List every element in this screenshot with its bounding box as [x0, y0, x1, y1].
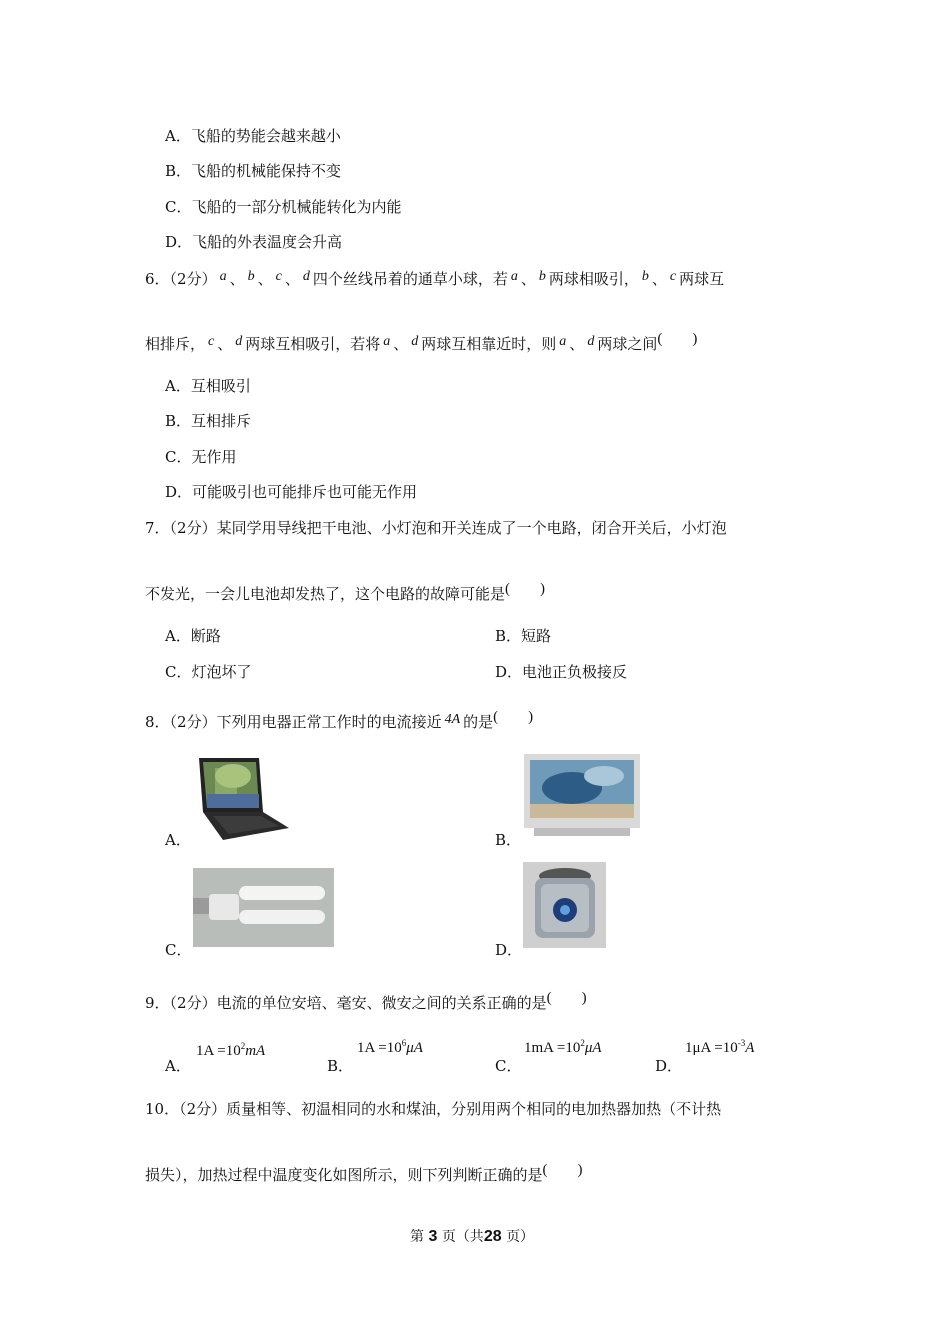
q7-text: 不发光，一会儿电池却发热了，这个电路的故障可能是	[145, 585, 506, 603]
q5-option-b: B．飞船的机械能保持不变	[165, 162, 342, 180]
var-b: b	[641, 269, 649, 284]
lamp-image	[193, 868, 334, 947]
television-image	[524, 754, 640, 838]
footer-total-pages: 28	[483, 1228, 502, 1245]
answer-paren: ( )	[505, 581, 546, 597]
q6-option-a: A．互相吸引	[165, 377, 251, 395]
formula-exp: -3	[737, 1038, 746, 1048]
formula-exp: 6	[401, 1038, 407, 1048]
q9-option-d-formula	[685, 1038, 754, 1057]
formula-lhs: 1mA =10	[524, 1040, 581, 1056]
var-b: b	[538, 269, 546, 284]
q9-option-d-label: D．	[655, 1057, 683, 1075]
q6-text-3: 两球互	[679, 270, 725, 288]
sep: 、	[569, 335, 585, 353]
var-c: c	[275, 269, 282, 284]
formula-lhs: 1μA =10	[685, 1040, 738, 1056]
q6-text-5: 两球互相吸引，若将	[245, 335, 381, 353]
q9-option-c-label: C．	[495, 1057, 522, 1075]
answer-paren: ( )	[493, 709, 534, 725]
formula-lhs: 1A =10	[196, 1043, 241, 1059]
sep: 、	[229, 270, 245, 288]
var-d: d	[302, 269, 310, 284]
formula-unit: A	[745, 1040, 755, 1056]
formula-unit: μA	[584, 1040, 602, 1056]
q6-text-2: 两球相吸引，	[548, 270, 639, 288]
var-a: a	[383, 334, 391, 349]
q6-line2	[145, 333, 697, 354]
answer-paren: ( )	[657, 331, 698, 347]
sep: 、	[651, 270, 667, 288]
q8-option-a: A．	[165, 831, 191, 849]
q7-option-d: D．电池正负极接反	[495, 663, 628, 681]
footer-suffix: 页）	[506, 1229, 535, 1245]
sep: 、	[520, 270, 536, 288]
var-c: c	[669, 269, 677, 284]
q9-option-a-label: A．	[165, 1057, 191, 1075]
q9-option-a-formula	[196, 1041, 265, 1060]
q7-option-c: C．灯泡坏了	[165, 663, 252, 681]
q8-option-b: B．	[495, 831, 522, 849]
footer-mid: 页（共	[441, 1229, 484, 1245]
formula-unit: μA	[406, 1040, 423, 1056]
q10-line1: 10．（2分）质量相等、初温相同的水和煤油，分别用两个相同的电加热器加热（不计热	[145, 1100, 722, 1118]
var-d: d	[587, 334, 595, 349]
q6-line1	[145, 268, 724, 289]
q6-text-6: 两球互相靠近时，则	[421, 335, 557, 353]
q5-option-a: A．飞船的势能会越来越小	[165, 127, 341, 145]
q9-option-b-formula	[357, 1038, 423, 1057]
q9-line	[145, 992, 587, 1013]
q8-option-d: D．	[495, 941, 523, 959]
page-footer	[410, 1226, 534, 1246]
q6-text-7: 两球之间	[597, 335, 658, 353]
q7-line2	[145, 583, 545, 604]
laptop-image	[193, 754, 289, 842]
q7-option-b: B．短路	[495, 627, 552, 645]
q8-tail: 的是	[463, 713, 494, 731]
q7-line1: 7．（2分）某同学用导线把干电池、小灯泡和开关连成了一个电路，闭合开关后，小灯泡	[145, 519, 727, 537]
answer-paren: ( )	[546, 990, 587, 1006]
formula-unit: mA	[245, 1043, 266, 1059]
sep: 、	[393, 335, 409, 353]
q6-text-1: 四个丝线吊着的通草小球，若	[312, 270, 508, 288]
q8-text: 8．（2分）下列用电器正常工作时的电流接近	[145, 713, 442, 731]
rice-cooker-image	[523, 862, 606, 948]
var-d: d	[235, 334, 243, 349]
q6-text-4: 相排斥，	[145, 335, 206, 353]
q9-option-c-formula	[524, 1038, 602, 1057]
q10-line2	[145, 1164, 583, 1185]
answer-paren: ( )	[542, 1162, 583, 1178]
q6-option-d: D．可能吸引也可能排斥也可能无作用	[165, 483, 418, 501]
q6-number: 6．（2分）	[145, 270, 217, 288]
var-c: c	[208, 334, 215, 349]
var-b: b	[247, 269, 255, 284]
q6-option-c: C．无作用	[165, 448, 237, 466]
q6-option-b: B．互相排斥	[165, 412, 252, 430]
sep: 、	[257, 270, 273, 288]
q5-option-c: C．飞船的一部分机械能转化为内能	[165, 198, 402, 216]
formula-lhs: 1A =10	[357, 1040, 402, 1056]
var-a: a	[219, 269, 227, 284]
formula-exp: 2	[580, 1038, 585, 1048]
q8-current-value: 4A	[444, 712, 461, 727]
var-d: d	[411, 334, 419, 349]
footer-prefix: 第	[410, 1229, 424, 1245]
sep: 、	[284, 270, 300, 288]
var-a: a	[559, 334, 567, 349]
q5-option-d: D．飞船的外表温度会升高	[165, 233, 343, 251]
q8-line	[145, 711, 533, 732]
formula-exp: 2	[240, 1041, 246, 1051]
var-a: a	[510, 269, 518, 284]
q9-option-b-label: B．	[327, 1057, 354, 1075]
q10-text: 损失），加热过程中温度变化如图所示，则下列判断正确的是	[145, 1166, 543, 1184]
q7-option-a: A．断路	[165, 627, 221, 645]
q8-option-c: C．	[165, 941, 192, 959]
q9-text: 9．（2分）电流的单位安培、毫安、微安之间的关系正确的是	[145, 994, 547, 1012]
sep: 、	[217, 335, 233, 353]
footer-page-number: 3	[428, 1228, 438, 1245]
